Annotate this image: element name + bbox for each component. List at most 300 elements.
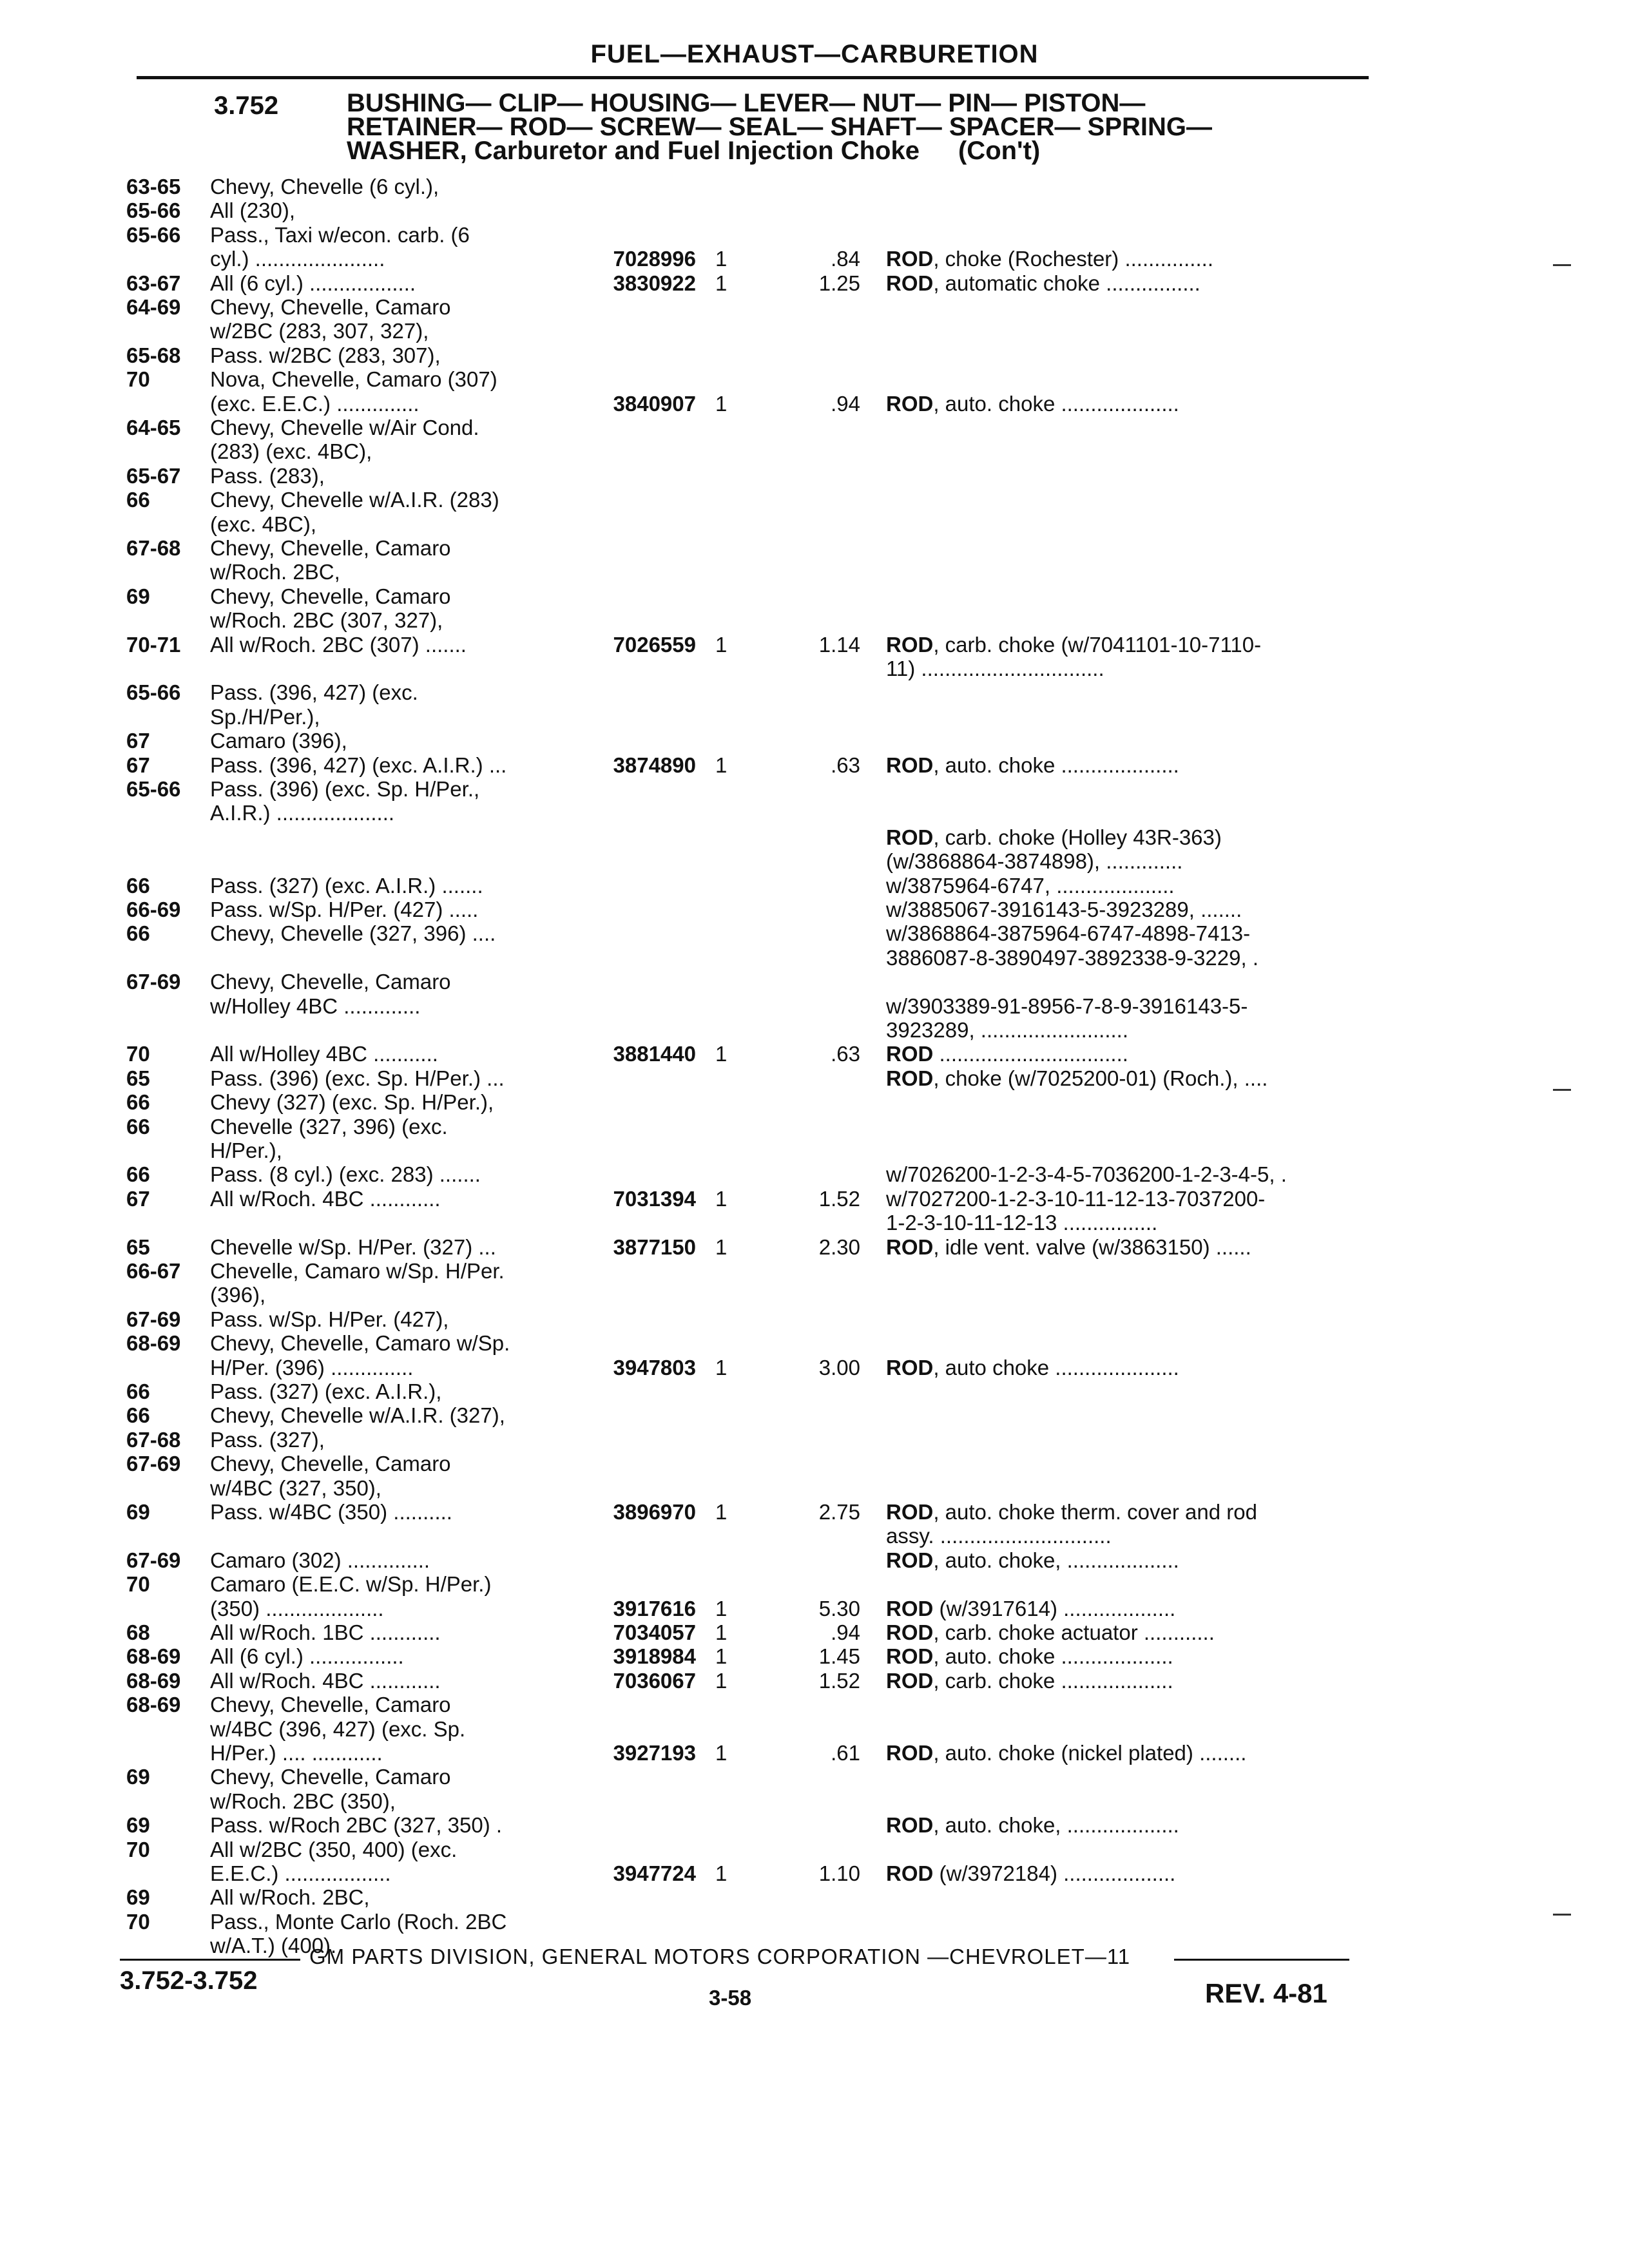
description-cell: ROD, auto. choke therm. cover and rod <box>886 1501 1257 1524</box>
table-row <box>0 657 1629 680</box>
rod-keyword: ROD <box>886 1814 934 1837</box>
table-row <box>0 1886 1629 1909</box>
table-row <box>0 1790 1629 1813</box>
table-row <box>0 970 1629 994</box>
rod-keyword: ROD <box>886 1356 934 1379</box>
application-cell: Chevy, Chevelle, Camaro <box>210 1765 451 1789</box>
part-number-cell: 3874890 <box>613 753 696 777</box>
table-row <box>0 1645 1629 1668</box>
description-cell: ROD, carb. choke (w/7041101-10-7110- <box>886 633 1262 657</box>
description-cell: ROD, auto. choke, ................... <box>886 1549 1179 1572</box>
application-cell: Pass. (327), <box>210 1428 325 1452</box>
application-cell: Pass., Taxi w/econ. carb. (6 <box>210 224 470 247</box>
year-cell: 63-65 <box>126 175 181 198</box>
table-row <box>0 898 1629 921</box>
year-cell: 68-69 <box>126 1644 181 1668</box>
rod-keyword: ROD <box>886 1862 934 1885</box>
application-cell: E.E.C.) .................. <box>210 1862 391 1885</box>
table-row <box>0 778 1629 801</box>
application-cell: Chevy, Chevelle (327, 396) .... <box>210 922 496 945</box>
table-row <box>0 224 1629 247</box>
description-cell: ROD, idle vent. valve (w/3863150) ...... <box>886 1236 1251 1259</box>
year-cell: 64-69 <box>126 295 181 319</box>
footer-page-number: 3-58 <box>709 1986 752 2010</box>
description-cell: w/3868864-3875964-6747-4898-7413- <box>886 922 1251 945</box>
rod-keyword: ROD <box>886 272 934 295</box>
year-cell: 69 <box>126 1765 150 1789</box>
application-cell: Chevy, Chevelle w/Air Cond. <box>210 416 479 439</box>
year-cell: 70-71 <box>126 633 181 657</box>
quantity-cell: 1 <box>715 1861 728 1885</box>
application-cell: (283) (exc. 4BC), <box>210 440 372 463</box>
margin-tick <box>1553 1914 1571 1916</box>
description-cell: ROD, carb. choke actuator ............ <box>886 1621 1215 1644</box>
quantity-cell: 1 <box>715 1187 728 1211</box>
table-row <box>0 1718 1629 1741</box>
price-cell: 2.30 <box>818 1235 860 1259</box>
application-cell: All w/Holley 4BC ........... <box>210 1043 438 1066</box>
rod-keyword: ROD <box>886 1043 934 1066</box>
application-cell: Pass. w/Sp. H/Per. (427), <box>210 1308 449 1331</box>
table-row <box>0 1308 1629 1331</box>
quantity-cell: 1 <box>715 392 728 416</box>
application-cell: All (6 cyl.) .................. <box>210 272 416 295</box>
table-row <box>0 826 1629 849</box>
rod-keyword: ROD <box>886 1549 934 1572</box>
year-cell: 70 <box>126 1910 150 1934</box>
table-row <box>0 874 1629 898</box>
table-row <box>0 320 1629 343</box>
part-number-cell: 7034057 <box>613 1620 696 1644</box>
table-row <box>0 440 1629 463</box>
rod-keyword: ROD <box>886 1645 934 1668</box>
table-row <box>0 729 1629 753</box>
application-cell: Chevy, Chevelle, Camaro w/Sp. <box>210 1332 510 1355</box>
year-cell: 69 <box>126 1813 150 1837</box>
description-cell: ROD (w/3972184) ................... <box>886 1862 1176 1885</box>
application-cell: Chevy, Chevelle, Camaro <box>210 537 451 560</box>
year-cell: 67-68 <box>126 1428 181 1452</box>
year-cell: 67 <box>126 753 150 777</box>
description-cell: w/3885067-3916143-5-3923289, ....... <box>886 898 1242 921</box>
year-cell: 65-66 <box>126 777 181 801</box>
part-number-cell: 3896970 <box>613 1500 696 1524</box>
application-cell: Pass. (396) (exc. Sp. H/Per.) ... <box>210 1067 505 1090</box>
table-row <box>0 1862 1629 1885</box>
table-row <box>0 1211 1629 1235</box>
year-cell: 66 <box>126 1115 150 1139</box>
quantity-cell: 1 <box>715 1500 728 1524</box>
quantity-cell: 1 <box>715 271 728 295</box>
year-cell: 67-69 <box>126 1452 181 1475</box>
table-row <box>0 633 1629 657</box>
table-row <box>0 585 1629 608</box>
year-cell: 68-69 <box>126 1331 181 1355</box>
year-cell: 70 <box>126 1572 150 1596</box>
table-row <box>0 1814 1629 1837</box>
table-row <box>0 850 1629 873</box>
application-cell: Chevy, Chevelle, Camaro <box>210 1452 451 1475</box>
application-cell: Pass. (396, 427) (exc. <box>210 681 418 704</box>
table-row <box>0 1043 1629 1066</box>
price-cell: .61 <box>831 1741 860 1765</box>
application-cell: Pass. (327) (exc. A.I.R.) ....... <box>210 874 483 898</box>
year-cell: 68-69 <box>126 1669 181 1693</box>
application-cell: All w/2BC (350, 400) (exc. <box>210 1838 458 1861</box>
application-cell: All w/Roch. 1BC ............ <box>210 1621 441 1644</box>
table-row <box>0 1067 1629 1090</box>
part-number-cell: 3927193 <box>613 1741 696 1765</box>
description-cell: 3923289, ......................... <box>886 1019 1129 1042</box>
rod-keyword: ROD <box>886 1621 934 1644</box>
table-row <box>0 1573 1629 1596</box>
quantity-cell: 1 <box>715 247 728 271</box>
year-cell: 65 <box>126 1235 150 1259</box>
quantity-cell: 1 <box>715 1620 728 1644</box>
part-number-cell: 7036067 <box>613 1669 696 1693</box>
table-row <box>0 1428 1629 1452</box>
table-row <box>0 1091 1629 1114</box>
description-cell: w/7026200-1-2-3-4-5-7036200-1-2-3-4-5, . <box>886 1163 1287 1186</box>
part-number-cell: 3881440 <box>613 1042 696 1066</box>
application-cell: Pass. w/Roch 2BC (327, 350) . <box>210 1814 503 1837</box>
year-cell: 65-68 <box>126 343 181 367</box>
table-row <box>0 1621 1629 1644</box>
quantity-cell: 1 <box>715 1669 728 1693</box>
application-cell: Pass. (396, 427) (exc. A.I.R.) ... <box>210 754 507 777</box>
table-row <box>0 488 1629 512</box>
part-number-cell: 7028996 <box>613 247 696 271</box>
description-cell: w/3903389-91-8956-7-8-9-3916143-5- <box>886 995 1248 1018</box>
year-cell: 70 <box>126 1838 150 1861</box>
year-cell: 66 <box>126 1162 150 1186</box>
quantity-cell: 1 <box>715 1042 728 1066</box>
section-title-line: RETAINER— ROD— SCREW— SEAL— SHAFT— SPACER— SPRING— <box>347 113 1213 141</box>
table-row <box>0 1524 1629 1548</box>
table-row <box>0 344 1629 367</box>
quantity-cell: 1 <box>715 1644 728 1668</box>
price-cell: 1.52 <box>818 1669 860 1693</box>
rod-keyword: ROD <box>886 1236 934 1259</box>
application-cell: (exc. 4BC), <box>210 513 317 536</box>
price-cell: 5.30 <box>818 1597 860 1620</box>
application-cell: w/Roch. 2BC, <box>210 561 340 584</box>
year-cell: 66 <box>126 921 150 945</box>
year-cell: 65-66 <box>126 223 181 247</box>
application-cell: Pass. w/2BC (283, 307), <box>210 344 441 367</box>
quantity-cell: 1 <box>715 1741 728 1765</box>
application-cell: (350) .................... <box>210 1597 384 1620</box>
footer-division: GM PARTS DIVISION, GENERAL MOTORS CORPORATION —CHEVROLET—11 <box>309 1945 1131 1968</box>
price-cell: 1.52 <box>818 1187 860 1211</box>
application-cell: Chevelle, Camaro w/Sp. H/Per. <box>210 1260 505 1283</box>
quantity-cell: 1 <box>715 753 728 777</box>
description-cell: ROD, auto. choke, ................... <box>886 1814 1179 1837</box>
application-cell: Pass. (396) (exc. Sp. H/Per., <box>210 778 480 801</box>
table-row <box>0 199 1629 222</box>
table-row <box>0 1910 1629 1934</box>
application-cell: Nova, Chevelle, Camaro (307) <box>210 368 497 391</box>
price-cell: .94 <box>831 1620 860 1644</box>
table-row <box>0 296 1629 319</box>
part-number-cell: 3918984 <box>613 1644 696 1668</box>
section-title-text: WASHER, Carburetor and Fuel Injection Choke <box>347 137 920 165</box>
table-row <box>0 1838 1629 1861</box>
application-cell: Chevy, Chevelle, Camaro <box>210 585 451 608</box>
part-number-cell: 3830922 <box>613 271 696 295</box>
rod-keyword: ROD <box>886 392 934 416</box>
table-row <box>0 513 1629 536</box>
table-row <box>0 922 1629 945</box>
application-cell: H/Per. (396) .............. <box>210 1356 414 1379</box>
page-header: FUEL—EXHAUST—CARBURETION <box>590 40 1039 68</box>
year-cell: 69 <box>126 584 150 608</box>
description-cell: 3886087-8-3890497-3892338-9-3229, . <box>886 947 1258 970</box>
year-cell: 70 <box>126 367 150 391</box>
table-row <box>0 247 1629 271</box>
application-cell: Pass. (283), <box>210 465 325 488</box>
table-row <box>0 754 1629 777</box>
table-row <box>0 1260 1629 1283</box>
year-cell: 67-68 <box>126 536 181 560</box>
description-cell: ROD, auto. choke .................... <box>886 754 1179 777</box>
application-cell: Chevy, Chevelle, Camaro <box>210 1693 451 1716</box>
year-cell: 67-69 <box>126 1307 181 1331</box>
table-row <box>0 1742 1629 1765</box>
footer-rule-left <box>120 1959 300 1961</box>
description-cell: ROD ................................ <box>886 1043 1128 1066</box>
table-row <box>0 465 1629 488</box>
table-row <box>0 1356 1629 1379</box>
table-row <box>0 272 1629 295</box>
table-row <box>0 1501 1629 1524</box>
application-cell: Chevy, Chevelle (6 cyl.), <box>210 175 439 198</box>
price-cell: 3.00 <box>818 1356 860 1379</box>
description-cell: ROD (w/3917614) ................... <box>886 1597 1176 1620</box>
rod-keyword: ROD <box>886 1067 934 1090</box>
application-cell: w/4BC (327, 350), <box>210 1477 381 1500</box>
part-number-cell: 7031394 <box>613 1187 696 1211</box>
rod-keyword: ROD <box>886 1742 934 1765</box>
year-cell: 66 <box>126 1403 150 1427</box>
year-cell: 63-67 <box>126 271 181 295</box>
table-row <box>0 1283 1629 1307</box>
application-cell: w/Holley 4BC ............. <box>210 995 421 1018</box>
year-cell: 66 <box>126 1090 150 1114</box>
table-row <box>0 995 1629 1018</box>
rod-keyword: ROD <box>886 1597 934 1620</box>
year-cell: 66-67 <box>126 1259 181 1283</box>
application-cell: Sp./H/Per.), <box>210 706 320 729</box>
footer-rule-right <box>1174 1959 1349 1961</box>
application-cell: Chevy, Chevelle w/A.I.R. (327), <box>210 1404 505 1427</box>
table-row <box>0 561 1629 584</box>
application-cell: (exc. E.E.C.) .............. <box>210 392 419 416</box>
price-cell: 1.25 <box>818 271 860 295</box>
table-row <box>0 947 1629 970</box>
quantity-cell: 1 <box>715 1356 728 1379</box>
year-cell: 68 <box>126 1620 150 1644</box>
description-cell: 1-2-3-10-11-12-13 ................ <box>886 1211 1158 1235</box>
price-cell: .63 <box>831 1042 860 1066</box>
table-row <box>0 1019 1629 1042</box>
year-cell: 65-67 <box>126 464 181 488</box>
description-cell: ROD, auto. choke .................... <box>886 392 1179 416</box>
application-cell: Pass. (327) (exc. A.I.R.), <box>210 1380 442 1403</box>
year-cell: 67 <box>126 1187 150 1211</box>
quantity-cell: 1 <box>715 1597 728 1620</box>
application-cell: Camaro (302) .............. <box>210 1549 430 1572</box>
year-cell: 69 <box>126 1500 150 1524</box>
year-cell: 65-66 <box>126 680 181 704</box>
price-cell: .84 <box>831 247 860 271</box>
application-cell: All w/Roch. 4BC ............ <box>210 1187 441 1211</box>
year-cell: 68-69 <box>126 1693 181 1716</box>
rod-keyword: ROD <box>886 1669 934 1693</box>
table-row <box>0 1187 1629 1211</box>
section-title-line: BUSHING— CLIP— HOUSING— LEVER— NUT— PIN— PISTON— <box>347 89 1146 117</box>
application-cell: Pass. w/Sp. H/Per. (427) ..... <box>210 898 479 921</box>
part-number-cell: 3877150 <box>613 1235 696 1259</box>
description-cell: ROD, carb. choke (Holley 43R-363) <box>886 826 1222 849</box>
price-cell: 1.45 <box>818 1644 860 1668</box>
price-cell: .94 <box>831 392 860 416</box>
part-number-cell: 3947803 <box>613 1356 696 1379</box>
footer-revision: REV. 4-81 <box>1205 1978 1327 2008</box>
application-cell: All w/Roch. 2BC, <box>210 1886 370 1909</box>
application-cell: Chevy, Chevelle, Camaro <box>210 970 451 994</box>
application-cell: Chevy (327) (exc. Sp. H/Per.), <box>210 1091 494 1114</box>
quantity-cell: 1 <box>715 633 728 657</box>
table-row <box>0 1693 1629 1716</box>
application-cell: Chevy, Chevelle, Camaro <box>210 296 451 319</box>
margin-tick <box>1553 1089 1571 1091</box>
price-cell: .63 <box>831 753 860 777</box>
description-cell: ROD, auto. choke ................... <box>886 1645 1173 1668</box>
table-row <box>0 1380 1629 1403</box>
description-cell: ROD, automatic choke ................ <box>886 272 1200 295</box>
table-row <box>0 1477 1629 1500</box>
footer-section-range: 3.752-3.752 <box>120 1966 258 1995</box>
application-cell: All w/Roch. 2BC (307) ....... <box>210 633 467 657</box>
application-cell: Chevelle (327, 396) (exc. <box>210 1115 448 1139</box>
application-cell: w/2BC (283, 307, 327), <box>210 320 429 343</box>
price-cell: 2.75 <box>818 1500 860 1524</box>
application-cell: Pass. w/4BC (350) .......... <box>210 1501 452 1524</box>
application-cell: H/Per.) .... ............ <box>210 1742 383 1765</box>
table-row <box>0 1765 1629 1789</box>
application-cell: w/4BC (396, 427) (exc. Sp. <box>210 1718 466 1741</box>
table-row <box>0 175 1629 198</box>
table-row <box>0 1236 1629 1259</box>
year-cell: 70 <box>126 1042 150 1066</box>
application-cell: (396), <box>210 1283 266 1307</box>
table-row <box>0 392 1629 416</box>
table-row <box>0 416 1629 439</box>
application-cell: A.I.R.) .................... <box>210 802 395 825</box>
table-row <box>0 1115 1629 1139</box>
table-row <box>0 1332 1629 1355</box>
description-cell: ROD, auto choke ..................... <box>886 1356 1179 1379</box>
table-row <box>0 1139 1629 1162</box>
table-row <box>0 368 1629 391</box>
year-cell: 67 <box>126 729 150 753</box>
year-cell: 66 <box>126 488 150 512</box>
application-cell: Camaro (396), <box>210 729 347 753</box>
rod-keyword: ROD <box>886 247 934 271</box>
year-cell: 69 <box>126 1885 150 1909</box>
table-row <box>0 1669 1629 1693</box>
year-cell: 65-66 <box>126 198 181 222</box>
application-cell: Camaro (E.E.C. w/Sp. H/Per.) <box>210 1573 492 1596</box>
year-cell: 65 <box>126 1066 150 1090</box>
table-row <box>0 681 1629 704</box>
application-cell: w/Roch. 2BC (350), <box>210 1790 396 1813</box>
year-cell: 67-69 <box>126 1548 181 1572</box>
table-row <box>0 1163 1629 1186</box>
description-cell: ROD, choke (Rochester) ............... <box>886 247 1213 271</box>
part-number-cell: 3947724 <box>613 1861 696 1885</box>
part-number-cell: 3917616 <box>613 1597 696 1620</box>
margin-tick <box>1553 264 1571 266</box>
description-cell: ROD, auto. choke (nickel plated) ........ <box>886 1742 1247 1765</box>
application-cell: Pass. (8 cyl.) (exc. 283) ....... <box>210 1163 481 1186</box>
price-cell: 1.10 <box>818 1861 860 1885</box>
year-cell: 66 <box>126 1379 150 1403</box>
year-cell: 66-69 <box>126 898 181 921</box>
application-cell: All (6 cyl.) ................ <box>210 1645 404 1668</box>
description-cell: ROD, carb. choke ................... <box>886 1669 1173 1693</box>
description-cell: w/7027200-1-2-3-10-11-12-13-7037200- <box>886 1187 1266 1211</box>
table-row <box>0 1597 1629 1620</box>
part-number-cell: 7026559 <box>613 633 696 657</box>
application-cell: All w/Roch. 4BC ............ <box>210 1669 441 1693</box>
rod-keyword: ROD <box>886 826 934 849</box>
application-cell: cyl.) ...................... <box>210 247 385 271</box>
description-cell: ROD, choke (w/7025200-01) (Roch.), .... <box>886 1067 1268 1090</box>
application-cell: Chevy, Chevelle w/A.I.R. (283) <box>210 488 499 512</box>
application-cell: All (230), <box>210 199 296 222</box>
description-cell: 11) ............................... <box>886 657 1104 680</box>
part-number-cell: 3840907 <box>613 392 696 416</box>
table-row <box>0 609 1629 632</box>
year-cell: 66 <box>126 874 150 898</box>
rod-keyword: ROD <box>886 633 934 657</box>
rod-keyword: ROD <box>886 1501 934 1524</box>
year-cell: 67-69 <box>126 970 181 994</box>
table-row <box>0 1452 1629 1475</box>
application-cell: w/Roch. 2BC (307, 327), <box>210 609 443 632</box>
continued-label: (Con't) <box>958 137 1041 165</box>
application-cell: Chevelle w/Sp. H/Per. (327) ... <box>210 1236 496 1259</box>
description-cell: w/3875964-6747, .................... <box>886 874 1175 898</box>
table-row <box>0 1404 1629 1427</box>
application-cell: Pass., Monte Carlo (Roch. 2BC <box>210 1910 507 1934</box>
table-row <box>0 1549 1629 1572</box>
application-cell: H/Per.), <box>210 1139 282 1162</box>
price-cell: 1.14 <box>818 633 860 657</box>
description-cell: (w/3868864-3874898), ............. <box>886 850 1183 873</box>
table-row <box>0 537 1629 560</box>
year-cell: 64-65 <box>126 416 181 439</box>
rod-keyword: ROD <box>886 754 934 777</box>
table-row <box>0 802 1629 825</box>
description-cell: assy. ............................. <box>886 1524 1112 1548</box>
section-number: 3.752 <box>214 91 279 120</box>
application-cell: w/A.T.) (400). <box>210 1934 337 1957</box>
quantity-cell: 1 <box>715 1235 728 1259</box>
table-row <box>0 706 1629 729</box>
